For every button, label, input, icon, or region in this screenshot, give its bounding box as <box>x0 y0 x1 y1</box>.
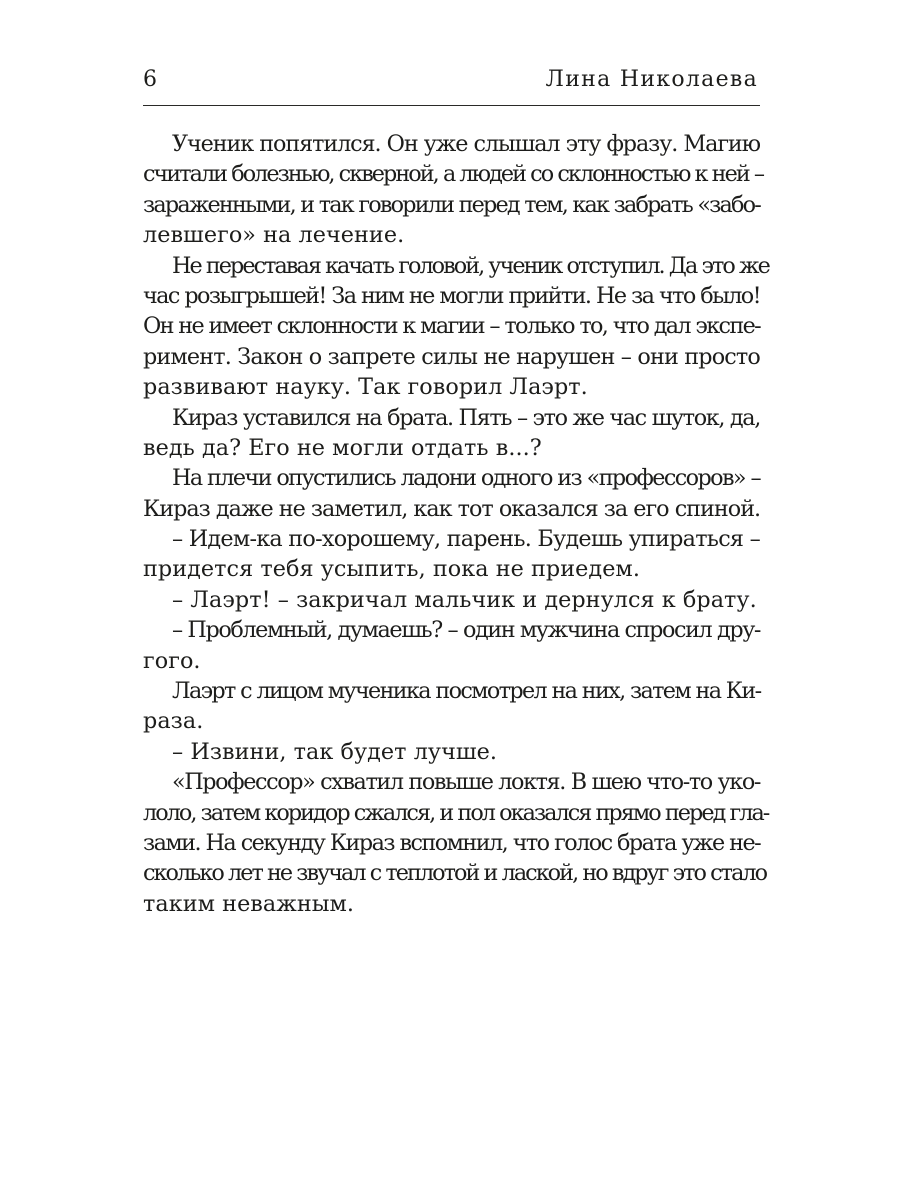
running-header <box>143 66 760 100</box>
text-line: римент. Закон о запрете силы не нарушен – они просто <box>143 343 760 370</box>
text-line: раза. <box>143 708 204 735</box>
text-line: На плечи опустились ладони одного из «профессоров» – <box>172 465 760 492</box>
text-line: левшего» на лечение. <box>143 222 405 249</box>
text-line: зараженными, и так говорили перед тем, как забрать «забо- <box>143 191 760 218</box>
text-line: – Идем-ка по-хорошему, парень. Будешь упираться – <box>172 526 760 553</box>
text-line: – Извини, так будет лучше. <box>172 738 498 765</box>
text-line: час розыгрышей! За ним не могли прийти. Не за что было! <box>143 282 760 309</box>
text-line: Лаэрт с лицом мученика посмотрел на них, затем на Ки- <box>172 678 761 705</box>
text-line: Кираз даже не заметил, как тот оказался за его спиной. <box>143 495 761 522</box>
text-line: – Лаэрт! – закричал мальчик и дернулся к брату. <box>172 586 757 613</box>
page-number: 6 <box>143 67 158 92</box>
text-line: Не переставая качать головой, ученик отступил. Да это же <box>172 252 769 279</box>
text-line: таким неважным. <box>143 890 355 917</box>
text-line: Кираз уставился на брата. Пять – это же час шуток, да, <box>172 404 760 431</box>
text-line: гого. <box>143 647 201 674</box>
text-line: считали болезнью, скверной, а людей со склонностью к ней – <box>143 161 764 188</box>
text-line: развивают науку. Так говорил Лаэрт. <box>143 374 588 401</box>
text-line: ведь да? Его не могли отдать в...? <box>143 434 542 461</box>
header-rule <box>143 105 760 106</box>
text-line: придется тебя усыпить, пока не приедем. <box>143 556 640 583</box>
body-text <box>143 129 769 919</box>
text-line: сколько лет не звучал с теплотой и лаской, но вдруг это стало <box>143 860 767 887</box>
text-line: – Проблемный, думаешь? – один мужчина спросил дру- <box>172 617 761 644</box>
text-line: «Профессор» схватил повыше локтя. В шею что-то уко- <box>172 769 760 796</box>
author-name: Лина Николаева <box>545 67 758 92</box>
text-line: Он не имеет склонности к магии – только то, что дал экспе- <box>143 313 760 340</box>
text-line: лоло, затем коридор сжался, и пол оказался прямо перед гла- <box>143 799 769 826</box>
text-line: Ученик попятился. Он уже слышал эту фразу. Магию <box>172 131 760 157</box>
text-line: зами. На секунду Кираз вспомнил, что голос брата уже не- <box>143 829 761 856</box>
